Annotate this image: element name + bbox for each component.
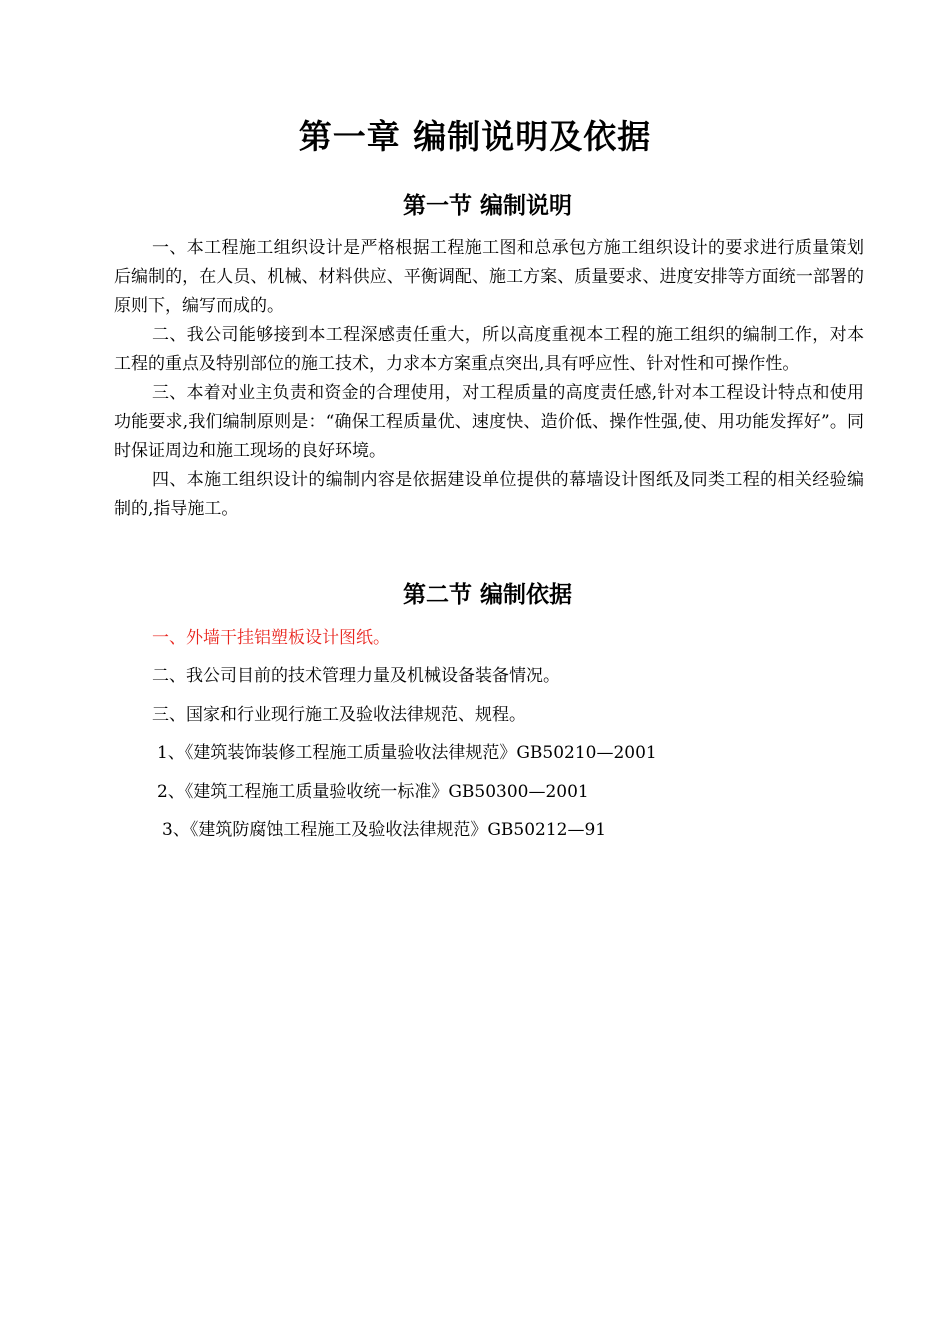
paragraph-1: 一、本工程施工组织设计是严格根据工程施工图和总承包方施工组织设计的要求进行质量策划后编制的，在人员、机械、材料供应、平衡调配、施工方案、质量要求、进度安排等方面统一部署的原则下，编写而成的。 xyxy=(114,238,864,316)
standard-item-3: 3、《建筑防腐蚀工程施工及验收法律规范》GB50212—91 xyxy=(162,820,607,840)
basis-item-1: 一、外墙干挂铝塑板设计图纸。 xyxy=(152,628,390,648)
standard-item-1: 1、《建筑装饰装修工程施工质量验收法律规范》GB50210—2001 xyxy=(157,743,657,763)
paragraph-4: 四、本施工组织设计的编制内容是依据建设单位提供的幕墙设计图纸及同类工程的相关经验编制的,指导施工。 xyxy=(114,470,864,519)
section-title-explanation: 第一节 编制说明 xyxy=(402,193,572,219)
section-title-basis: 第二节 编制依据 xyxy=(402,582,572,608)
basis-item-2: 二、我公司目前的技术管理力量及机械设备装备情况。 xyxy=(152,666,560,686)
standard-item-2: 2、《建筑工程施工质量验收统一标准》GB50300—2001 xyxy=(157,782,589,802)
paragraph-3: 三、本着对业主负责和资金的合理使用，对工程质量的高度责任感,针对本工程设计特点和使用功能要求,我们编制原则是：“确保工程质量优、速度快、造价低、操作性强,使、用功能发挥好”。同时保证周边和施工现场的良好环境。 xyxy=(114,383,864,461)
explanation-body xyxy=(114,234,864,524)
paragraph-2: 二、我公司能够接到本工程深感责任重大，所以高度重视本工程的施工组织的编制工作，对本工程的重点及特别部位的施工技术，力求本方案重点突出,具有呼应性、针对性和可操作性。 xyxy=(114,325,864,374)
basis-item-3: 三、国家和行业现行施工及验收法律规范、规程。 xyxy=(152,705,526,725)
chapter-title: 第一章 编制说明及依据 xyxy=(298,117,652,156)
